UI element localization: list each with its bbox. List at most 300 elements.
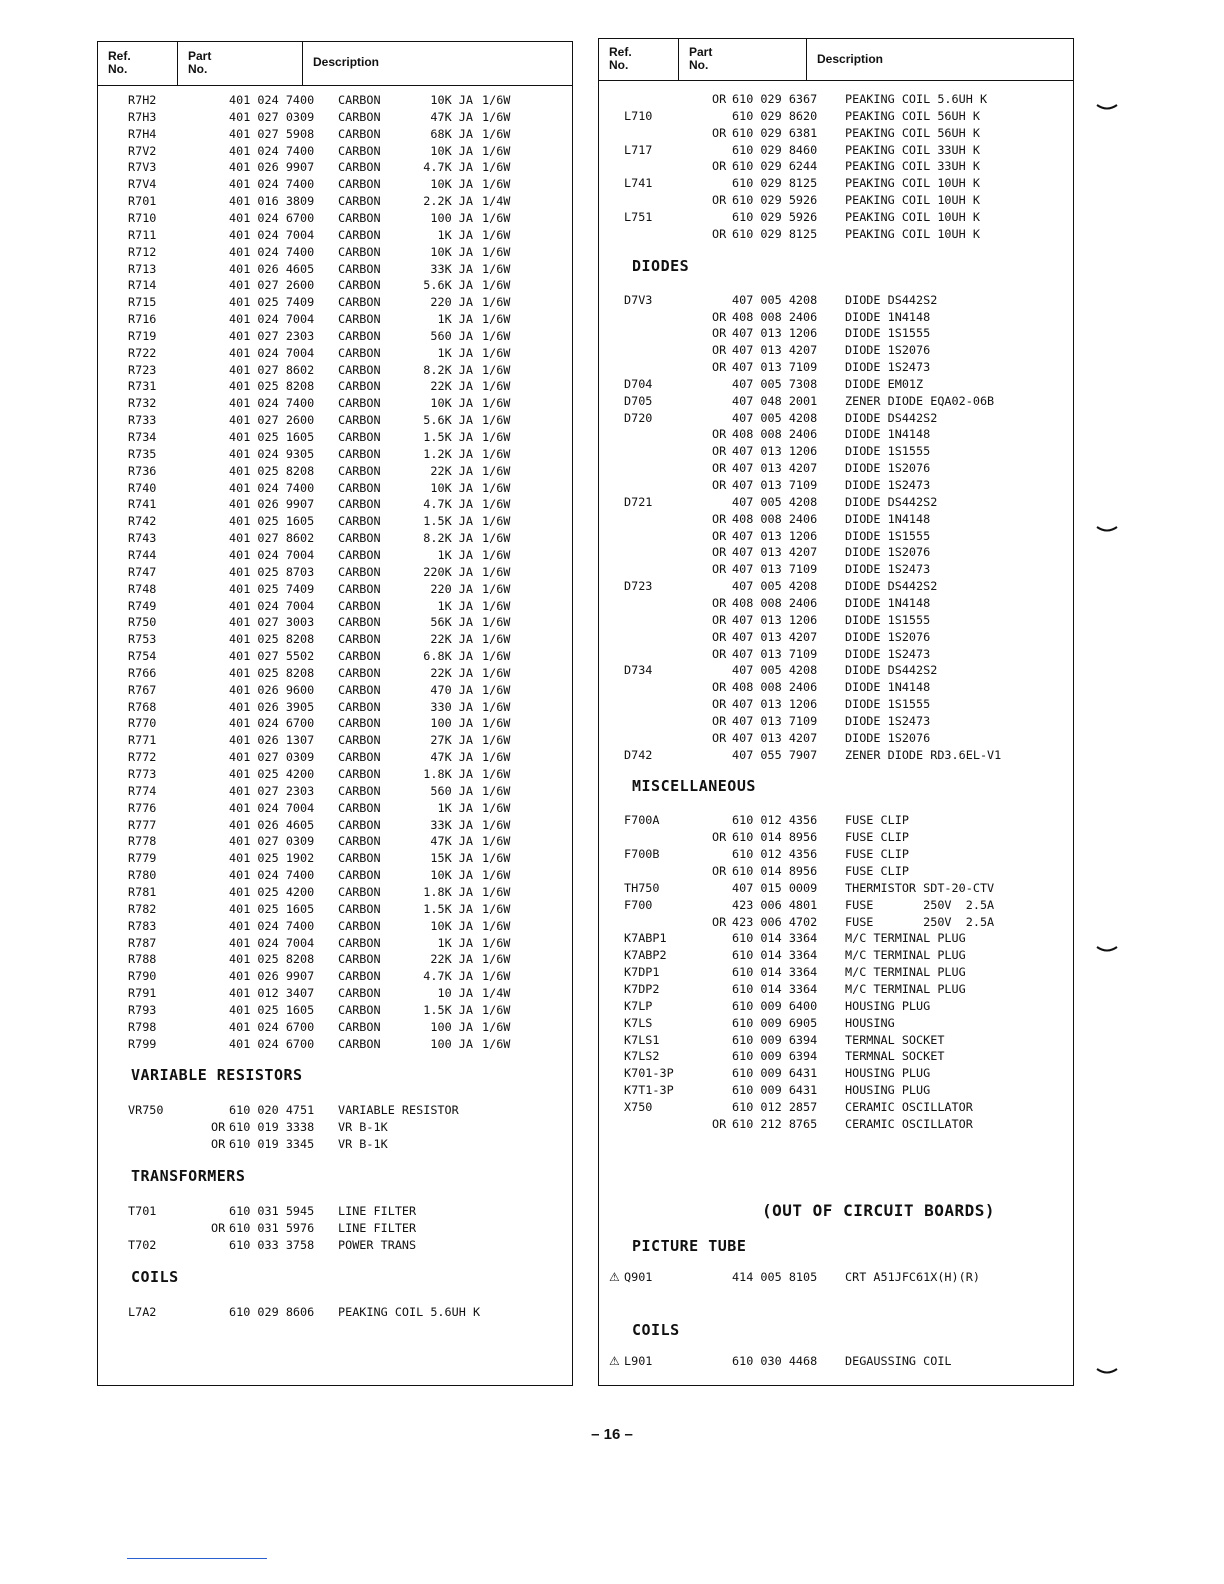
cell-pre: OR (712, 629, 727, 644)
cell-desc: ZENER DIODE EQA02-06B (845, 393, 995, 408)
cell-desc: CARBON (338, 952, 381, 967)
cell-desc: PEAKING COIL 56UH K (845, 108, 980, 123)
cell-desc: CARBON (338, 901, 381, 916)
cell-desc: DIODE EM01Z (845, 376, 924, 391)
cell-w: 1/6W (482, 312, 511, 327)
cell-part: 407 013 7109 (732, 478, 818, 492)
binding-mark-icon (1096, 525, 1118, 533)
cell-val: 560 JA (430, 328, 473, 343)
cell-ref: R777 (128, 817, 157, 832)
cell-pre: OR (712, 461, 727, 476)
table-row (98, 412, 572, 429)
table-row (98, 766, 572, 783)
table-row (599, 142, 1073, 159)
cell-part: 610 019 3338 (229, 1120, 315, 1135)
cell-part: 407 013 1206 (732, 612, 818, 627)
table-row (599, 477, 1073, 494)
cell-part: 401 025 8208 (229, 665, 315, 680)
binding-mark-icon (1096, 1367, 1118, 1375)
table-row (599, 511, 1073, 528)
cell-part: 610 009 6431 (732, 1083, 818, 1098)
table-row (599, 175, 1073, 192)
cell-part: 610 029 5926 (732, 209, 818, 224)
table-row (599, 158, 1073, 175)
cell-desc: PEAKING COIL 10UH K (845, 226, 980, 241)
cell-desc: PEAKING COIL 5.6UH K (845, 92, 988, 106)
table-row: ⚠ Q901 414 005 8105 CRT A51JFC61X(H)(R) (609, 1270, 980, 1284)
cell-ref: K7DP1 (624, 965, 660, 980)
cell-part: 610 009 6394 (732, 1049, 818, 1064)
table-row (98, 1136, 572, 1153)
cell-desc: CARBON (338, 362, 381, 377)
cell-desc: CARBON (338, 93, 381, 107)
cell-desc: CARBON (338, 244, 381, 259)
cell-ref: R736 (128, 463, 157, 478)
cell-ref: R714 (128, 278, 157, 293)
cell-desc: M/C TERMINAL PLUG (845, 931, 966, 946)
cell-ref: D723 (624, 579, 653, 594)
cell-part: 407 005 4208 (732, 663, 818, 678)
table-header (599, 39, 1073, 81)
cell-w: 1/6W (482, 531, 511, 546)
cell-desc: CARBON (338, 632, 381, 647)
table-row (98, 614, 572, 631)
description-header: Description (817, 52, 884, 66)
cell-desc: CARBON (338, 716, 381, 731)
cell-pre: OR (712, 511, 727, 526)
cell-part: 401 027 2600 (229, 413, 315, 428)
cell-val: 10K JA (430, 244, 473, 259)
cell-w: 1/6W (482, 564, 511, 579)
cell-val: 1.5K JA (423, 430, 473, 444)
table-row (98, 496, 572, 513)
cell-ref: R770 (128, 716, 157, 731)
cell-desc: POWER TRANS (338, 1237, 417, 1252)
table-row (98, 732, 572, 749)
cell-ref: R710 (128, 210, 157, 225)
cell-val: 1.2K JA (423, 446, 473, 461)
cell-val: 10K JA (430, 868, 473, 883)
cell-part: 401 027 3003 (229, 615, 315, 630)
cell-w: 1/6W (482, 109, 511, 124)
cell-val: 47K JA (430, 834, 473, 849)
table-row (98, 244, 572, 261)
table-row (98, 210, 572, 227)
table-row (599, 192, 1073, 209)
table-row (599, 376, 1073, 393)
cell-part: 408 008 2406 (732, 427, 818, 442)
cell-desc: DIODE 1N4148 (845, 309, 931, 324)
cell-w: 1/6W (482, 632, 511, 647)
cell-w: 1/6W (482, 143, 511, 158)
cell-ref: R771 (128, 733, 157, 748)
cell-desc: CARBON (338, 227, 381, 242)
table-row (599, 914, 1073, 931)
cell-ref: K7T1-3P (624, 1083, 674, 1098)
cell-w: 1/6W (482, 210, 511, 225)
section-heading: TRANSFORMERS (131, 1167, 246, 1185)
cell-val: 10K JA (430, 143, 473, 158)
table-row (98, 783, 572, 800)
cell-part: 401 025 7409 (229, 295, 315, 310)
cell-part: 610 009 6431 (732, 1066, 818, 1081)
table-row (599, 829, 1073, 846)
cell-pre: OR (712, 92, 727, 106)
cell-desc: DIODE 1N4148 (845, 595, 931, 610)
cell-desc: M/C TERMINAL PLUG (845, 965, 966, 980)
cell-part: 610 029 8125 (732, 226, 818, 241)
table-row (599, 981, 1073, 998)
cell-ref: K7DP2 (624, 981, 660, 996)
cell-pre: OR (712, 646, 727, 661)
table-row (599, 880, 1073, 897)
table-row (599, 125, 1073, 142)
cell-ref: K7LP (624, 998, 653, 1013)
cell-val: 1.8K JA (423, 884, 473, 899)
cell-w: 1/6W (482, 615, 511, 630)
table-row (599, 426, 1073, 443)
cell-w: 1/6W (482, 244, 511, 259)
cell-w: 1/6W (482, 581, 511, 596)
cell-ref: K7ABP1 (624, 931, 667, 946)
cell-part: 401 025 8208 (229, 379, 315, 394)
cell-pre: OR (211, 1220, 226, 1235)
cell-w: 1/6W (482, 227, 511, 242)
table-row (98, 311, 572, 328)
cell-desc: CARBON (338, 413, 381, 428)
table-row (98, 951, 572, 968)
table-row (98, 968, 572, 985)
cell-val: 1K JA (437, 598, 473, 613)
cell-w: 1/6W (482, 817, 511, 832)
table-row (98, 547, 572, 564)
cell-val: 10K JA (430, 93, 473, 107)
cell-val: 22K JA (430, 632, 473, 647)
cell-desc: CARBON (338, 884, 381, 899)
cell-part: 401 025 8703 (229, 564, 315, 579)
cell-part: 610 029 8620 (732, 108, 818, 123)
cell-ref: R7H2 (128, 93, 157, 107)
cell-ref: R778 (128, 834, 157, 849)
cell-ref: R722 (128, 345, 157, 360)
cell-w: 1/6W (482, 783, 511, 798)
cell-part: 401 024 7400 (229, 396, 315, 411)
cell-desc: CARBON (338, 126, 381, 141)
cell-ref: R788 (128, 952, 157, 967)
table-row (599, 410, 1073, 427)
cell-desc: CARBON (338, 564, 381, 579)
cell-w: 1/6W (482, 413, 511, 428)
table-row (599, 1082, 1073, 1099)
cell-pre: OR (211, 1137, 226, 1152)
cell-desc: HOUSING PLUG (845, 1083, 931, 1098)
table-row (599, 443, 1073, 460)
cell-desc: DIODE 1S2076 (845, 545, 931, 560)
table-row (98, 581, 572, 598)
cell-desc: CARBON (338, 278, 381, 293)
cell-part: 610 033 3758 (229, 1237, 315, 1252)
cell-pre: OR (712, 680, 727, 695)
cell-val: 22K JA (430, 952, 473, 967)
cell-pre: OR (712, 595, 727, 610)
cell-desc: CARBON (338, 463, 381, 478)
table-row (599, 747, 1073, 764)
cell-desc: DIODE 1S2473 (845, 360, 931, 375)
cell-desc: DIODE DS442S2 (845, 663, 938, 678)
cell-w: 1/6W (482, 480, 511, 495)
right-parts-table (598, 38, 1074, 1386)
cell-val: 1K JA (437, 935, 473, 950)
warning-icon: ⚠ (609, 1270, 620, 1284)
table-row (599, 1015, 1073, 1032)
cell-pre: OR (712, 226, 727, 241)
table-row (98, 227, 572, 244)
cell-ref: R711 (128, 227, 157, 242)
cell-desc: DIODE 1S1555 (845, 528, 931, 543)
table-row (98, 817, 572, 834)
cell-part: 401 027 0309 (229, 109, 315, 124)
cell-pre: OR (712, 528, 727, 543)
cell-desc: PEAKING COIL 56UH K (845, 125, 980, 140)
cell-part: 610 029 8460 (732, 142, 818, 157)
cell-ref: R787 (128, 935, 157, 950)
cell-ref: K7LS2 (624, 1049, 660, 1064)
cell-ref: R7H4 (128, 126, 157, 141)
cell-part: 401 025 1605 (229, 430, 315, 444)
cell-ref: L741 (624, 176, 653, 191)
cell-val: 10K JA (430, 918, 473, 933)
cell-ref: D742 (624, 747, 653, 762)
cell-w: 1/6W (482, 295, 511, 310)
cell-pre: OR (211, 1120, 226, 1135)
table-row (98, 699, 572, 716)
cell-desc: CARBON (338, 480, 381, 495)
cell-val: 5.6K JA (423, 413, 473, 428)
cell-desc: CARBON (338, 800, 381, 815)
cell-ref: R743 (128, 531, 157, 546)
ref-header: Ref. No. (599, 39, 679, 80)
cell-pre: OR (712, 478, 727, 492)
section-heading: VARIABLE RESISTORS (131, 1066, 303, 1085)
cell-part: 407 013 4207 (732, 343, 818, 358)
cell-ref: R798 (128, 1019, 157, 1034)
cell-part: 401 027 0309 (229, 834, 315, 849)
cell-part: 401 024 7004 (229, 227, 315, 242)
cell-ref: VR750 (128, 1103, 164, 1118)
cell-desc: DIODE 1S2076 (845, 629, 931, 644)
cell-desc: DIODE 1S2076 (845, 343, 931, 358)
cell-desc: PEAKING COIL 5.6UH K (338, 1304, 481, 1319)
cell-desc: CARBON (338, 210, 381, 225)
cell-part: 401 026 1307 (229, 733, 315, 748)
cell-val: 220 JA (430, 295, 473, 310)
cell-val: 330 JA (430, 699, 473, 714)
table-row (599, 1099, 1073, 1116)
cell-ref: R7H3 (128, 109, 157, 124)
table-row (98, 193, 572, 210)
cell-part: 407 005 4208 (732, 579, 818, 594)
cell-desc: CARBON (338, 160, 381, 175)
cell-w: 1/6W (482, 935, 511, 950)
cell-ref: F700 (624, 897, 653, 912)
table-row (98, 682, 572, 699)
cell-part: 610 029 5926 (732, 193, 818, 208)
table-row (599, 863, 1073, 880)
table-row (599, 629, 1073, 646)
table-row (98, 1304, 572, 1321)
table-row (98, 800, 572, 817)
table-header (98, 42, 572, 86)
cell-part: 407 013 4207 (732, 629, 818, 644)
cell-desc: DIODE 1N4148 (845, 680, 931, 695)
cell-part: 407 013 7109 (732, 646, 818, 661)
cell-val: 100 JA (430, 1019, 473, 1034)
binding-mark-icon (1096, 103, 1118, 111)
cell-part: 401 025 1605 (229, 901, 315, 916)
cell-desc: CARBON (338, 396, 381, 411)
cell-part: 407 013 4207 (732, 730, 818, 745)
cell-part: 401 024 7004 (229, 312, 315, 327)
table-row (98, 1002, 572, 1019)
cell-ref: R712 (128, 244, 157, 259)
cell-ref: R782 (128, 901, 157, 916)
cell-desc: DIODE 1S1555 (845, 697, 931, 712)
cell-part: 401 026 3905 (229, 699, 315, 714)
cell-ref: R776 (128, 800, 157, 815)
cell-w: 1/6W (482, 514, 511, 529)
table-row (599, 494, 1073, 511)
cell-w: 1/6W (482, 699, 511, 714)
cell-w: 1/6W (482, 345, 511, 360)
cell-desc: DIODE 1S2473 (845, 713, 931, 728)
cell-ref: K701-3P (624, 1066, 674, 1081)
cell-pre: OR (712, 193, 727, 208)
cell-ref: R783 (128, 918, 157, 933)
cell-desc: DIODE 1S2473 (845, 478, 931, 492)
cell-ref: D705 (624, 393, 653, 408)
cell-part: 610 014 3364 (732, 948, 818, 963)
cell-desc: CARBON (338, 969, 381, 984)
cell-pre: OR (712, 562, 727, 577)
table-row (98, 1203, 572, 1220)
cell-part: 401 024 7400 (229, 93, 315, 107)
cell-ref: X750 (624, 1099, 653, 1114)
cell-ref: R715 (128, 295, 157, 310)
warning-icon: ⚠ (609, 1354, 620, 1368)
cell-w: 1/6W (482, 918, 511, 933)
table-row (599, 309, 1073, 326)
cell-val: 100 JA (430, 210, 473, 225)
cell-desc: CARBON (338, 868, 381, 883)
cell-part: 408 008 2406 (732, 595, 818, 610)
cell-ref: L710 (624, 108, 653, 123)
cell-w: 1/6W (482, 1036, 511, 1051)
cell-w: 1/6W (482, 463, 511, 478)
cell-pre: OR (712, 309, 727, 324)
cell-val: 4.7K JA (423, 969, 473, 984)
cell-desc: DIODE 1S2076 (845, 461, 931, 476)
table-row: ⚠ L901 610 030 4468 DEGAUSSING COIL (609, 1354, 952, 1368)
table-row (98, 884, 572, 901)
cell-part: 401 025 4200 (229, 767, 315, 781)
cell-w: 1/6W (482, 598, 511, 613)
table-row (98, 395, 572, 412)
cell-desc: CARBON (338, 918, 381, 933)
table-row (599, 1065, 1073, 1082)
cell-ref: R732 (128, 396, 157, 411)
cell-ref: R791 (128, 986, 157, 1001)
cell-val: 100 JA (430, 1036, 473, 1051)
cell-desc: FUSE CLIP (845, 864, 909, 878)
cell-desc: CARBON (338, 497, 381, 512)
table-row (98, 598, 572, 615)
cell-ref: R773 (128, 767, 157, 781)
cell-val: 4.7K JA (423, 160, 473, 175)
table-row (599, 209, 1073, 226)
cell-part: 407 005 7308 (732, 376, 818, 391)
cell-ref: R741 (128, 497, 157, 512)
cell-desc: FUSE CLIP (845, 847, 909, 862)
cell-desc: LINE FILTER (338, 1204, 417, 1218)
part-header: Part No. (178, 42, 303, 85)
cell-desc: HOUSING PLUG (845, 1066, 931, 1081)
cell-ref: R7V3 (128, 160, 157, 175)
cell-ref: L751 (624, 209, 653, 224)
cell-ref: R753 (128, 632, 157, 647)
cell-part: 610 029 6244 (732, 159, 818, 174)
cell-part: 407 013 1206 (732, 326, 818, 341)
table-row (98, 294, 572, 311)
cell-w: 1/6W (482, 767, 511, 781)
cell-desc: CARBON (338, 1036, 381, 1051)
cell-pre: OR (712, 427, 727, 442)
table-row (98, 631, 572, 648)
cell-ref: R774 (128, 783, 157, 798)
cell-desc: TERMNAL SOCKET (845, 1032, 945, 1047)
cell-val: 10K JA (430, 177, 473, 192)
cell-part: 407 015 0009 (732, 880, 818, 895)
cell-val: 1.5K JA (423, 901, 473, 916)
cell-part: 401 024 7004 (229, 935, 315, 950)
cell-val: 1K JA (437, 547, 473, 562)
table-row (98, 901, 572, 918)
cell-val: 100 JA (430, 716, 473, 731)
table-row (599, 359, 1073, 376)
table-row (599, 679, 1073, 696)
cell-desc: M/C TERMINAL PLUG (845, 948, 966, 963)
table-row (98, 261, 572, 278)
ref-header: Ref. No. (98, 42, 178, 85)
cell-part: 401 024 6700 (229, 1036, 315, 1051)
cell-part: 401 024 6700 (229, 210, 315, 225)
cell-desc: CARBON (338, 649, 381, 664)
cell-part: 610 014 3364 (732, 981, 818, 996)
cell-val: 15K JA (430, 851, 473, 866)
cell-val: 1K JA (437, 345, 473, 360)
table-row (98, 665, 572, 682)
cell-val: 47K JA (430, 109, 473, 124)
cell-desc: THERMISTOR SDT-20-CTV (845, 880, 995, 895)
cell-part: 401 027 5908 (229, 126, 315, 141)
cell-w: 1/6W (482, 379, 511, 394)
cell-desc: VARIABLE RESISTOR (338, 1103, 459, 1118)
cell-ref: R731 (128, 379, 157, 394)
coils-heading: COILS (632, 1321, 680, 1339)
cell-desc: CARBON (338, 581, 381, 596)
table-row (599, 964, 1073, 981)
cell-part: 407 048 2001 (732, 393, 818, 408)
cell-ref: F700A (624, 813, 660, 828)
